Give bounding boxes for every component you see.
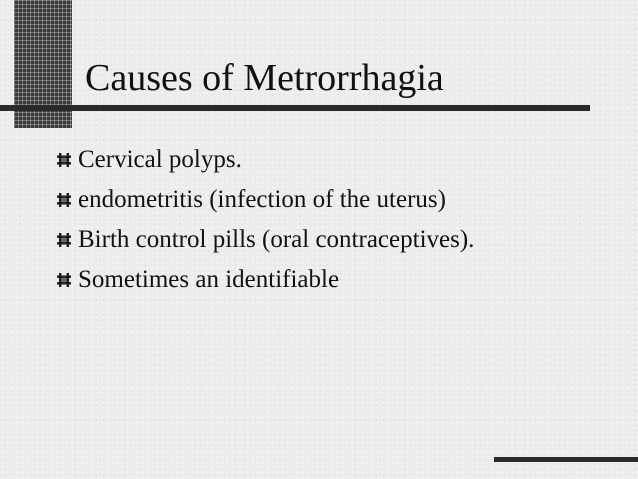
list-item [56,180,474,220]
hash-square-bullet-icon [56,232,72,248]
bullet-text: Cervical polyps. [78,146,242,173]
bullet-text: Birth control pills (oral contraceptives). [78,226,475,253]
bullet-list [56,140,474,300]
hash-square-bullet-icon [56,152,72,168]
list-item [56,140,474,180]
bullet-text: Sometimes an identifiable [78,266,340,293]
list-item [56,220,474,260]
slide-title: Causes of Metrorrhagia [85,57,444,99]
title-underline-rule [0,105,590,111]
bullet-text: endometritis (infection of the uterus) [78,186,446,213]
hash-square-bullet-icon [56,272,72,288]
list-item [56,260,474,300]
bottom-accent-rule [494,457,638,462]
hash-square-bullet-icon [56,192,72,208]
